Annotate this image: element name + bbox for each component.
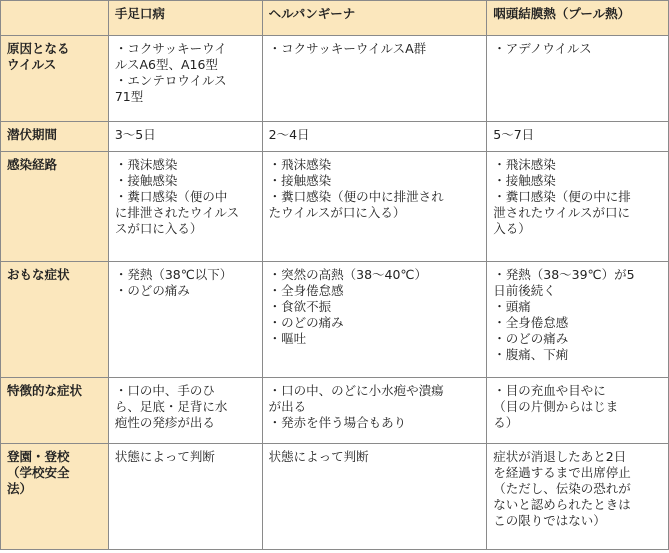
row-incubation-period (1, 122, 669, 152)
row-header-line: 潜伏期間 (7, 127, 58, 142)
cell-text-line: ・コクサッキーウイ (114, 41, 227, 56)
column-header-pharyngoconjunctival-fever: 咽頭結膜熱（プール熱） (487, 1, 669, 36)
cell-text-line: を経過するまで出席停止 (493, 465, 631, 480)
cell-text-line: ら、足底・足背に水 (114, 399, 228, 414)
row-header-school-attendance (1, 444, 109, 550)
cell-main-symptoms-hand-foot-mouth (108, 262, 262, 378)
cell-infection-route-herpangina (262, 152, 487, 262)
cell-characteristic-symptoms-herpangina (262, 378, 487, 444)
cell-text-line: ・口の中、のどに小水疱や潰瘍 (268, 383, 444, 398)
cell-text-line: 入る） (493, 221, 531, 236)
row-header-cause-virus (1, 36, 109, 122)
cell-text-line: （ただし、伝染の恐れが (493, 481, 631, 496)
cell-text-line: ・接触感染 (114, 173, 178, 188)
cell-text-line: 日前後続く (493, 283, 556, 298)
cell-school-attendance-herpangina (262, 444, 487, 550)
cell-text-line: ・のどの痛み (114, 283, 190, 298)
cell-text-line: 症状が消退したあと2日 (493, 449, 627, 464)
cell-text-line: に排泄されたウイルス (114, 205, 240, 220)
cell-characteristic-symptoms-pharyngoconjunctival-fever (487, 378, 669, 444)
cell-text-line: ・エンテロウイルス (114, 73, 227, 88)
row-main-symptoms (1, 262, 669, 378)
cell-text-line: 状態によって判断 (268, 449, 369, 464)
row-header-line: 感染経路 (7, 157, 58, 172)
cell-text-line: る） (493, 415, 519, 430)
cell-text-line: が出る (268, 399, 307, 414)
cell-text-line: 5～7日 (493, 127, 535, 142)
column-header-hand-foot-mouth: 手足口病 (108, 1, 262, 36)
cell-text-line: ルスA6型、A16型 (114, 57, 218, 72)
cell-text-line: 2～4日 (268, 127, 310, 142)
cell-text-line: ・口の中、手のひ (114, 383, 215, 398)
cell-text-line: ・全身倦怠感 (268, 283, 344, 298)
cell-text-line: ・腹痛、下痢 (493, 347, 569, 362)
cell-characteristic-symptoms-hand-foot-mouth (108, 378, 262, 444)
cell-text-line: ・のどの痛み (268, 315, 344, 330)
cell-text-line: ないと認められたときは (493, 497, 631, 512)
cell-text-line: ・発熱（38℃以下） (114, 267, 233, 282)
corner-cell (1, 1, 109, 36)
row-header-infection-route (1, 152, 109, 262)
cell-incubation-period-hand-foot-mouth (108, 122, 262, 152)
cell-text-line: スが口に入る） (114, 221, 203, 236)
cell-text-line: 3～5日 (114, 127, 156, 142)
cell-text-line: ・全身倦怠感 (493, 315, 569, 330)
row-header-line: ウイルス (7, 57, 57, 72)
header-row (1, 1, 669, 36)
cell-infection-route-hand-foot-mouth (108, 152, 262, 262)
cell-text-line: ・発赤を伴う場合もあり (268, 415, 407, 430)
cell-text-line: ・接触感染 (493, 173, 556, 188)
cell-text-line: ・発熱（38～39℃）が5 (493, 267, 635, 282)
row-header-line: 登園・登校 (7, 449, 70, 464)
cell-text-line: ・飛沫感染 (268, 157, 332, 172)
row-characteristic-symptoms (1, 378, 669, 444)
cell-cause-virus-pharyngoconjunctival-fever (487, 36, 669, 122)
row-school-attendance (1, 444, 669, 550)
row-header-line: 法） (7, 481, 33, 496)
cell-incubation-period-herpangina (262, 122, 487, 152)
cell-main-symptoms-herpangina (262, 262, 487, 378)
row-header-line: 原因となる (7, 41, 70, 56)
cell-text-line: ・糞口感染（便の中に排 (493, 189, 631, 204)
cell-infection-route-pharyngoconjunctival-fever (487, 152, 669, 262)
row-infection-route (1, 152, 669, 262)
row-header-incubation-period (1, 122, 109, 152)
cell-text-line: ・コクサッキーウイルスA群 (268, 41, 427, 56)
cell-text-line: ・突然の高熱（38～40℃） (268, 267, 427, 282)
row-header-characteristic-symptoms (1, 378, 109, 444)
cell-cause-virus-herpangina (262, 36, 487, 122)
cell-text-line: 泄されたウイルスが口に (493, 205, 631, 220)
cell-text-line: ・頭痛 (493, 299, 531, 314)
cell-text-line: ・嘔吐 (268, 331, 307, 346)
row-header-line: （学校安全 (7, 465, 70, 480)
cell-text-line: ・目の充血や目やに (493, 383, 606, 398)
cell-text-line: 71型 (114, 89, 144, 104)
cell-text-line: ・食欲不振 (268, 299, 332, 314)
row-header-main-symptoms (1, 262, 109, 378)
cell-main-symptoms-pharyngoconjunctival-fever (487, 262, 669, 378)
cell-text-line: ・糞口感染（便の中 (114, 189, 228, 204)
column-header-herpangina: ヘルパンギーナ (262, 1, 487, 36)
cell-text-line: ・接触感染 (268, 173, 332, 188)
cell-cause-virus-hand-foot-mouth (108, 36, 262, 122)
row-header-line: おもな症状 (7, 267, 70, 282)
cell-incubation-period-pharyngoconjunctival-fever (487, 122, 669, 152)
cell-text-line: ・アデノウイルス (493, 41, 592, 56)
cell-text-line: 状態によって判断 (114, 449, 215, 464)
cell-text-line: ・のどの痛み (493, 331, 569, 346)
cell-text-line: ・飛沫感染 (114, 157, 178, 172)
cell-text-line: ・糞口感染（便の中に排泄され (268, 189, 444, 204)
row-cause-virus (1, 36, 669, 122)
cell-text-line: この限りではない） (493, 513, 606, 528)
cell-school-attendance-pharyngoconjunctival-fever (487, 444, 669, 550)
cell-school-attendance-hand-foot-mouth (108, 444, 262, 550)
row-header-line: 特徴的な症状 (7, 383, 83, 398)
cell-text-line: ・飛沫感染 (493, 157, 556, 172)
cell-text-line: （目の片側からはじま (493, 399, 619, 414)
cell-text-line: たウイルスが口に入る） (268, 205, 406, 220)
cell-text-line: 疱性の発疹が出る (114, 415, 215, 430)
